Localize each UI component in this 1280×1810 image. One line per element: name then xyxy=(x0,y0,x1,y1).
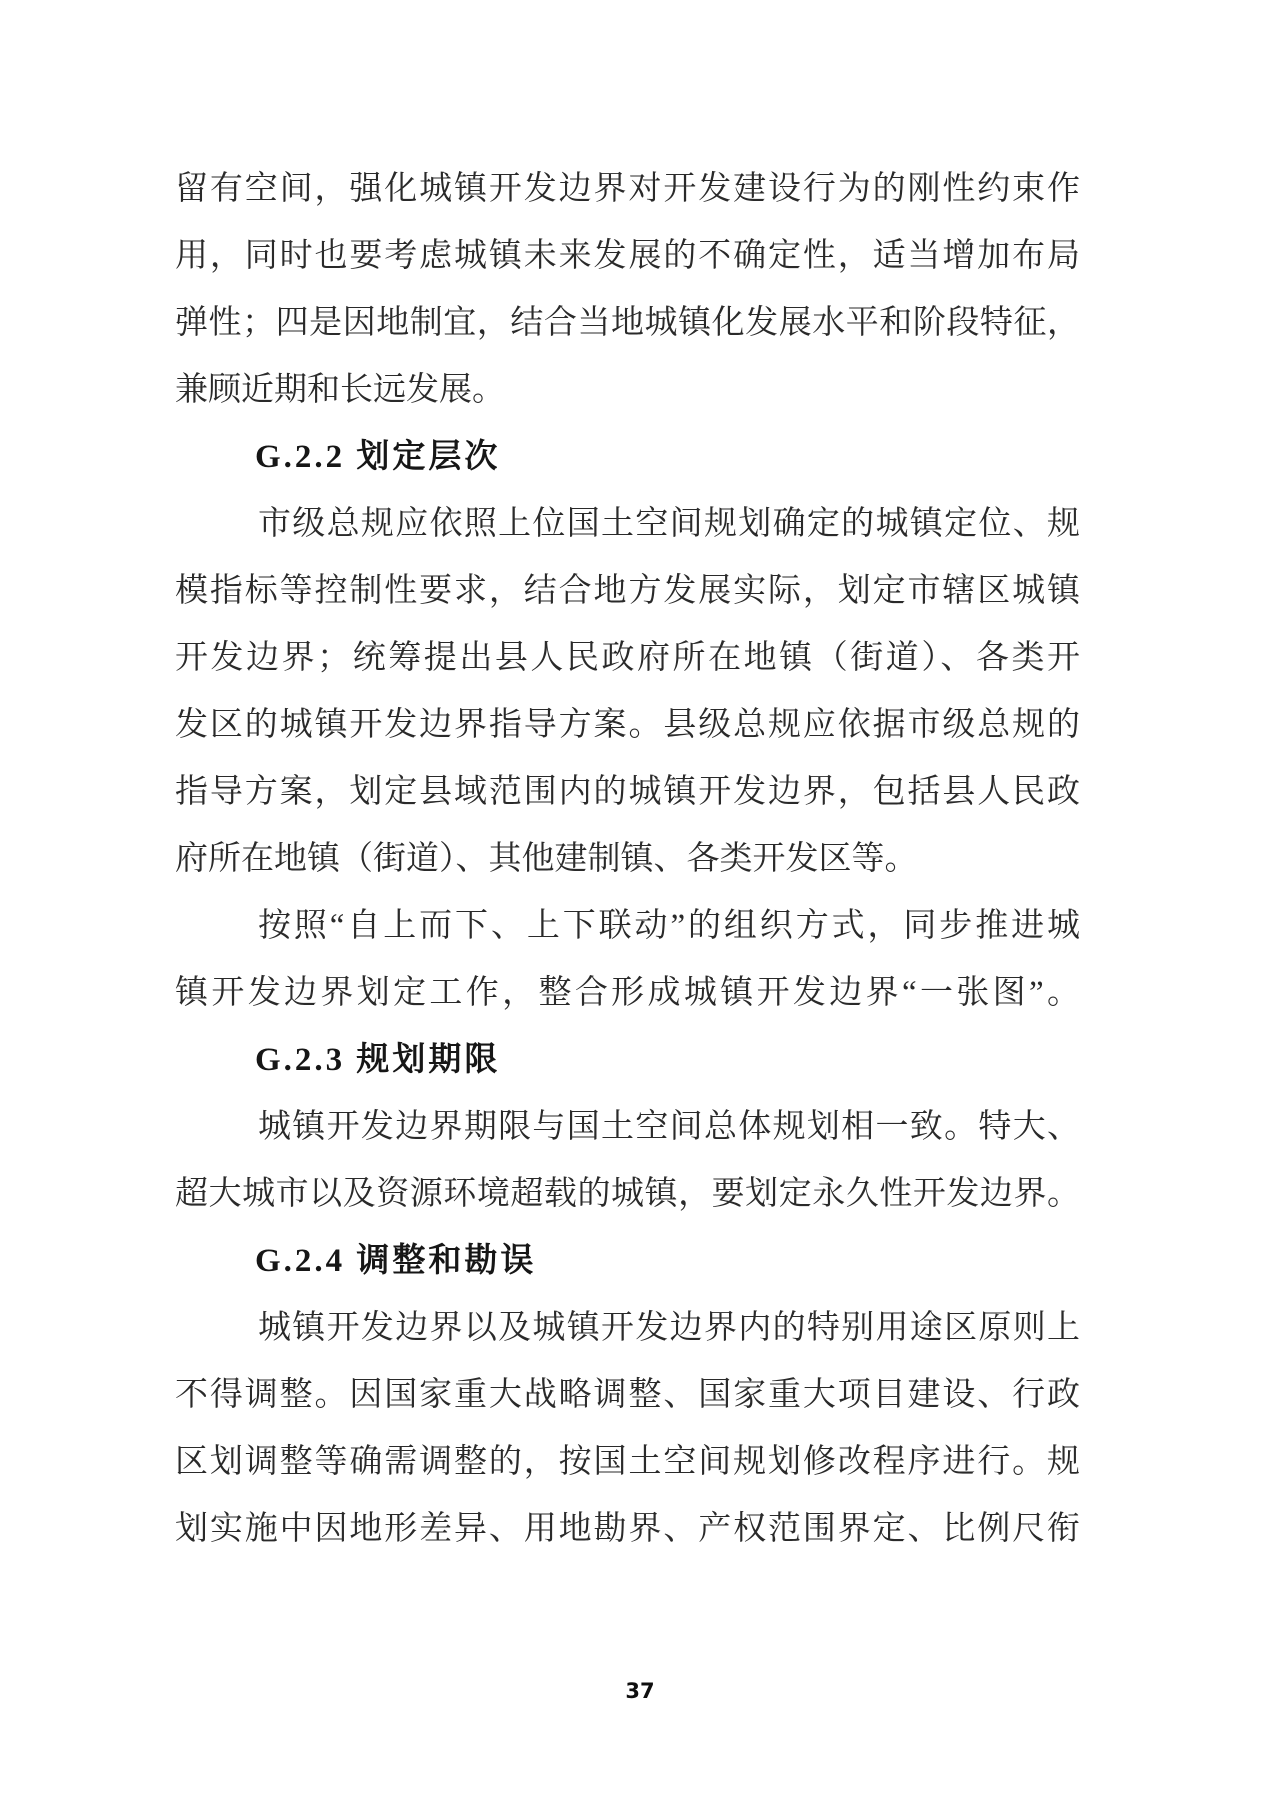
heading-g-2-3: G.2.3 规划期限 xyxy=(255,1042,501,1078)
heading-g-2-4: G.2.4 调整和勘误 xyxy=(255,1243,537,1279)
page-number: 37 xyxy=(625,1679,655,1703)
document-body xyxy=(175,156,1080,1563)
body-text-line: 府所在地镇（街道）、其他建制镇、各类开发区等。 xyxy=(175,841,918,877)
body-text-line: 留有空间，强化城镇开发边界对开发建设行为的刚性约束作 xyxy=(175,171,1080,207)
body-text-line: 划实施中因地形差异、用地勘界、产权范围界定、比例尺衔 xyxy=(175,1511,1080,1547)
body-text-line: 城镇开发边界以及城镇开发边界内的特别用途区原则上 xyxy=(258,1310,1080,1346)
body-text-line: 模指标等控制性要求，结合地方发展实际，划定市辖区城镇 xyxy=(175,573,1080,609)
body-text-line: 按照“自上而下、上下联动”的组织方式，同步推进城 xyxy=(258,908,1080,944)
body-text-line: 开发边界；统筹提出县人民政府所在地镇（街道）、各类开 xyxy=(175,640,1080,676)
body-text-line: 指导方案，划定县域范围内的城镇开发边界，包括县人民政 xyxy=(175,774,1080,810)
body-text-line: 用，同时也要考虑城镇未来发展的不确定性，适当增加布局 xyxy=(175,238,1080,274)
body-text-line: 城镇开发边界期限与国土空间总体规划相一致。特大、 xyxy=(258,1109,1080,1145)
body-text-line: 不得调整。因国家重大战略调整、国家重大项目建设、行政 xyxy=(175,1377,1080,1413)
body-text-line: 兼顾近期和长远发展。 xyxy=(175,372,505,408)
body-text-line: 发区的城镇开发边界指导方案。县级总规应依据市级总规的 xyxy=(175,707,1080,743)
heading-g-2-2: G.2.2 划定层次 xyxy=(255,439,501,475)
body-text-line: 市级总规应依照上位国土空间规划确定的城镇定位、规 xyxy=(258,506,1080,542)
body-text-line: 超大城市以及资源环境超载的城镇，要划定永久性开发边界。 xyxy=(175,1176,1080,1212)
body-text-line: 弹性；四是因地制宜，结合当地城镇化发展水平和阶段特征， xyxy=(175,305,1080,341)
body-text-line: 区划调整等确需调整的，按国土空间规划修改程序进行。规 xyxy=(175,1444,1080,1480)
body-text-line: 镇开发边界划定工作，整合形成城镇开发边界“一张图”。 xyxy=(175,975,1080,1011)
